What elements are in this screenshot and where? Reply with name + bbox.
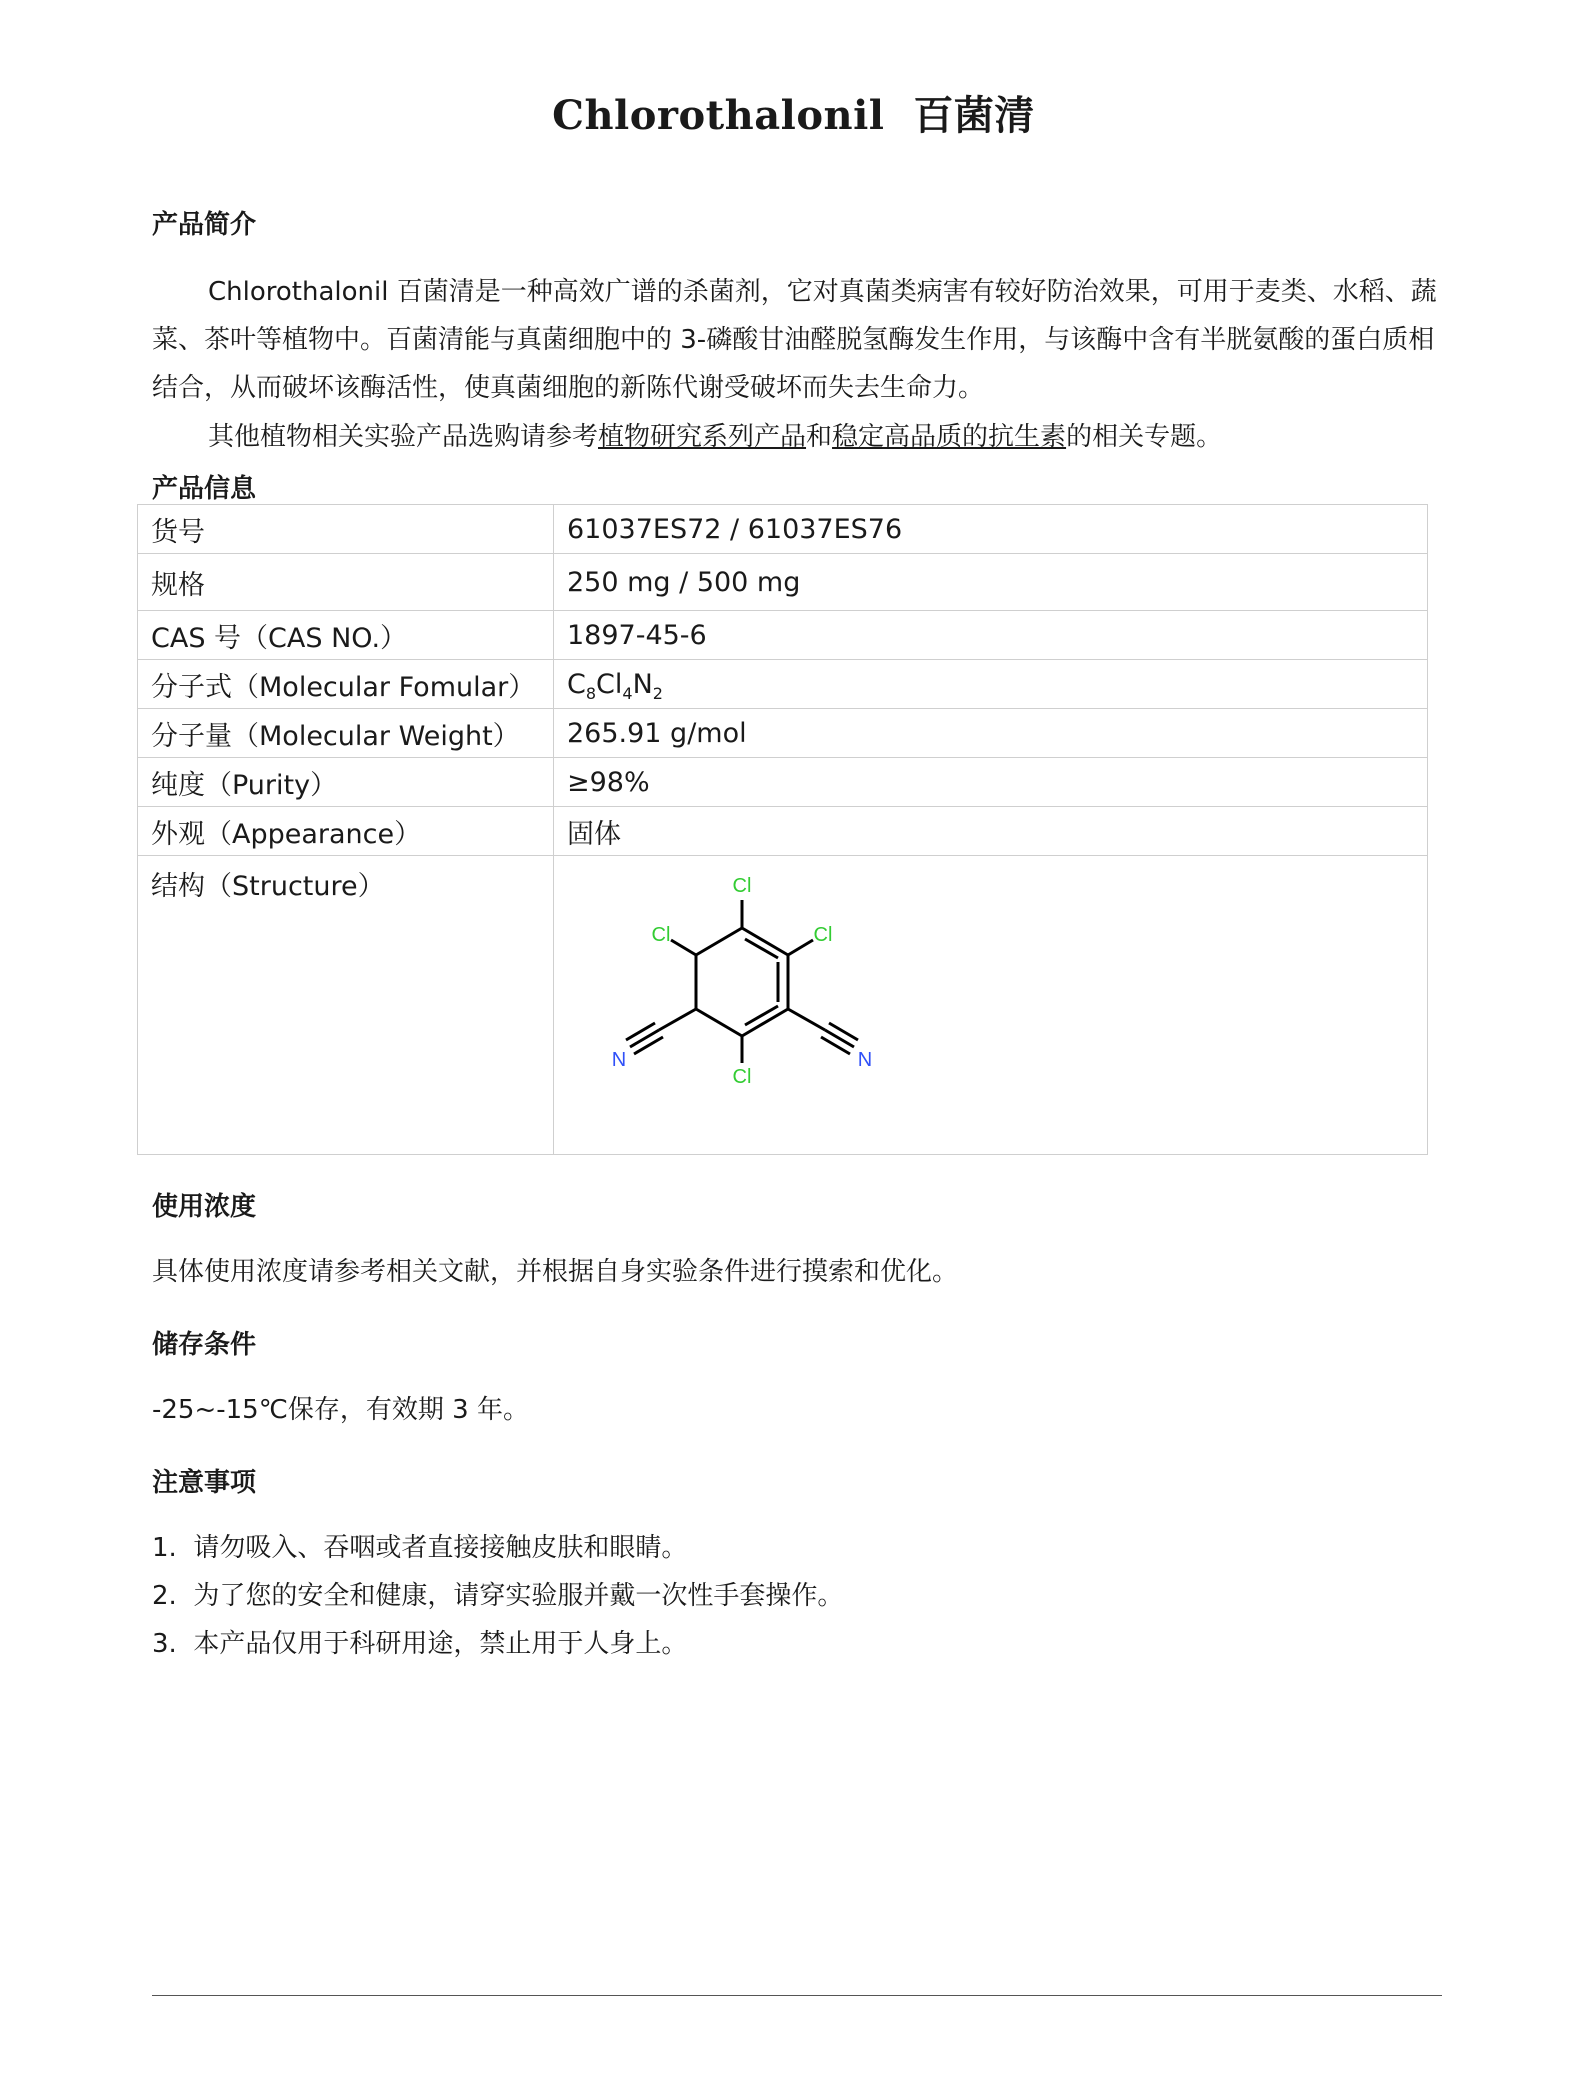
- formula-cl-count: 4: [622, 683, 633, 703]
- antibiotics-link[interactable]: 稳定高品质的抗生素: [832, 422, 1067, 452]
- chlorine-label: Cl: [651, 924, 671, 946]
- notes-list: [152, 1524, 843, 1668]
- mw-label: 分子量（Molecular Weight）: [138, 709, 554, 758]
- formula-c-count: 8: [585, 683, 597, 703]
- list-item: 3. 本产品仅用于科研用途，禁止用于人身上。: [152, 1629, 688, 1659]
- list-item: 1. 请勿吸入、吞咽或者直接接触皮肤和眼睛。: [152, 1533, 688, 1563]
- table-row: [138, 611, 1428, 660]
- purity-label: 纯度（Purity）: [138, 758, 554, 807]
- cas-label: CAS 号（CAS NO.）: [138, 611, 554, 660]
- related-text-b: 和: [806, 422, 833, 452]
- structure-cell: [554, 856, 1428, 1155]
- storage-heading: 储存条件: [152, 1330, 257, 1360]
- plant-research-link[interactable]: 植物研究系列产品: [598, 422, 807, 452]
- info-heading: 产品信息: [152, 474, 257, 504]
- catalog-label: 货号: [138, 505, 554, 554]
- purity-value: ≥98%: [554, 758, 1428, 807]
- product-info-table: [137, 504, 1428, 1155]
- chlorine-label: Cl: [732, 875, 752, 897]
- notes-heading: 注意事项: [152, 1468, 257, 1498]
- formula-label: 分子式（Molecular Fomular）: [138, 660, 554, 709]
- intro-paragraph: Chlorothalonil 百菌清是一种高效广谱的杀菌剂，它对真菌类病害有较好防治效果，可用于麦类、水稻、蔬菜、茶叶等植物中。百菌清能与真菌细胞中的 3-磷酸甘油醛脱氢酶发生作用，与该酶中含有半胱氨酸的蛋白质相结合，从而破坏该酶活性，使真菌细胞的新陈代谢受破坏而失去生命力。: [152, 277, 1437, 403]
- related-text-a: 其他植物相关实验产品选购请参考: [208, 422, 599, 452]
- table-row: [138, 709, 1428, 758]
- structure-label: 结构（Structure）: [138, 856, 554, 1155]
- chlorothalonil-structure-image: [567, 858, 907, 1128]
- formula-value: [554, 660, 1428, 709]
- table-row: [138, 807, 1428, 856]
- table-row: [138, 758, 1428, 807]
- mw-value: 265.91 g/mol: [554, 709, 1428, 758]
- appearance-value: 固体: [554, 807, 1428, 856]
- intro-heading: 产品简介: [152, 210, 257, 240]
- table-row: [138, 660, 1428, 709]
- appearance-label: 外观（Appearance）: [138, 807, 554, 856]
- nitrogen-label: N: [611, 1049, 627, 1071]
- footer-divider: [152, 1995, 1442, 1996]
- formula-c: C: [567, 668, 586, 700]
- catalog-value: 61037ES72 / 61037ES76: [554, 505, 1428, 554]
- chlorine-label: Cl: [813, 924, 833, 946]
- table-row: [138, 505, 1428, 554]
- storage-text: -25~-15℃保存，有效期 3 年。: [152, 1395, 529, 1425]
- cas-value: 1897-45-6: [554, 611, 1428, 660]
- table-row: [138, 856, 1428, 1155]
- formula-cl: Cl: [596, 668, 623, 700]
- page-title: Chlorothalonil 百菌清: [552, 92, 1035, 139]
- nitrogen-label: N: [857, 1049, 873, 1071]
- chlorine-label: Cl: [732, 1066, 752, 1088]
- formula-n-count: 2: [652, 683, 663, 703]
- list-item: 2. 为了您的安全和健康，请穿实验服并戴一次性手套操作。: [152, 1581, 844, 1611]
- usage-heading: 使用浓度: [152, 1192, 257, 1222]
- usage-text: 具体使用浓度请参考相关文献，并根据自身实验条件进行摸索和优化。: [152, 1257, 959, 1287]
- spec-value: 250 mg / 500 mg: [554, 554, 1428, 611]
- related-text-c: 的相关专题。: [1066, 422, 1223, 452]
- table-row: [138, 554, 1428, 611]
- formula-n: N: [632, 668, 653, 700]
- spec-label: 规格: [138, 554, 554, 611]
- related-products-paragraph: [152, 413, 1442, 461]
